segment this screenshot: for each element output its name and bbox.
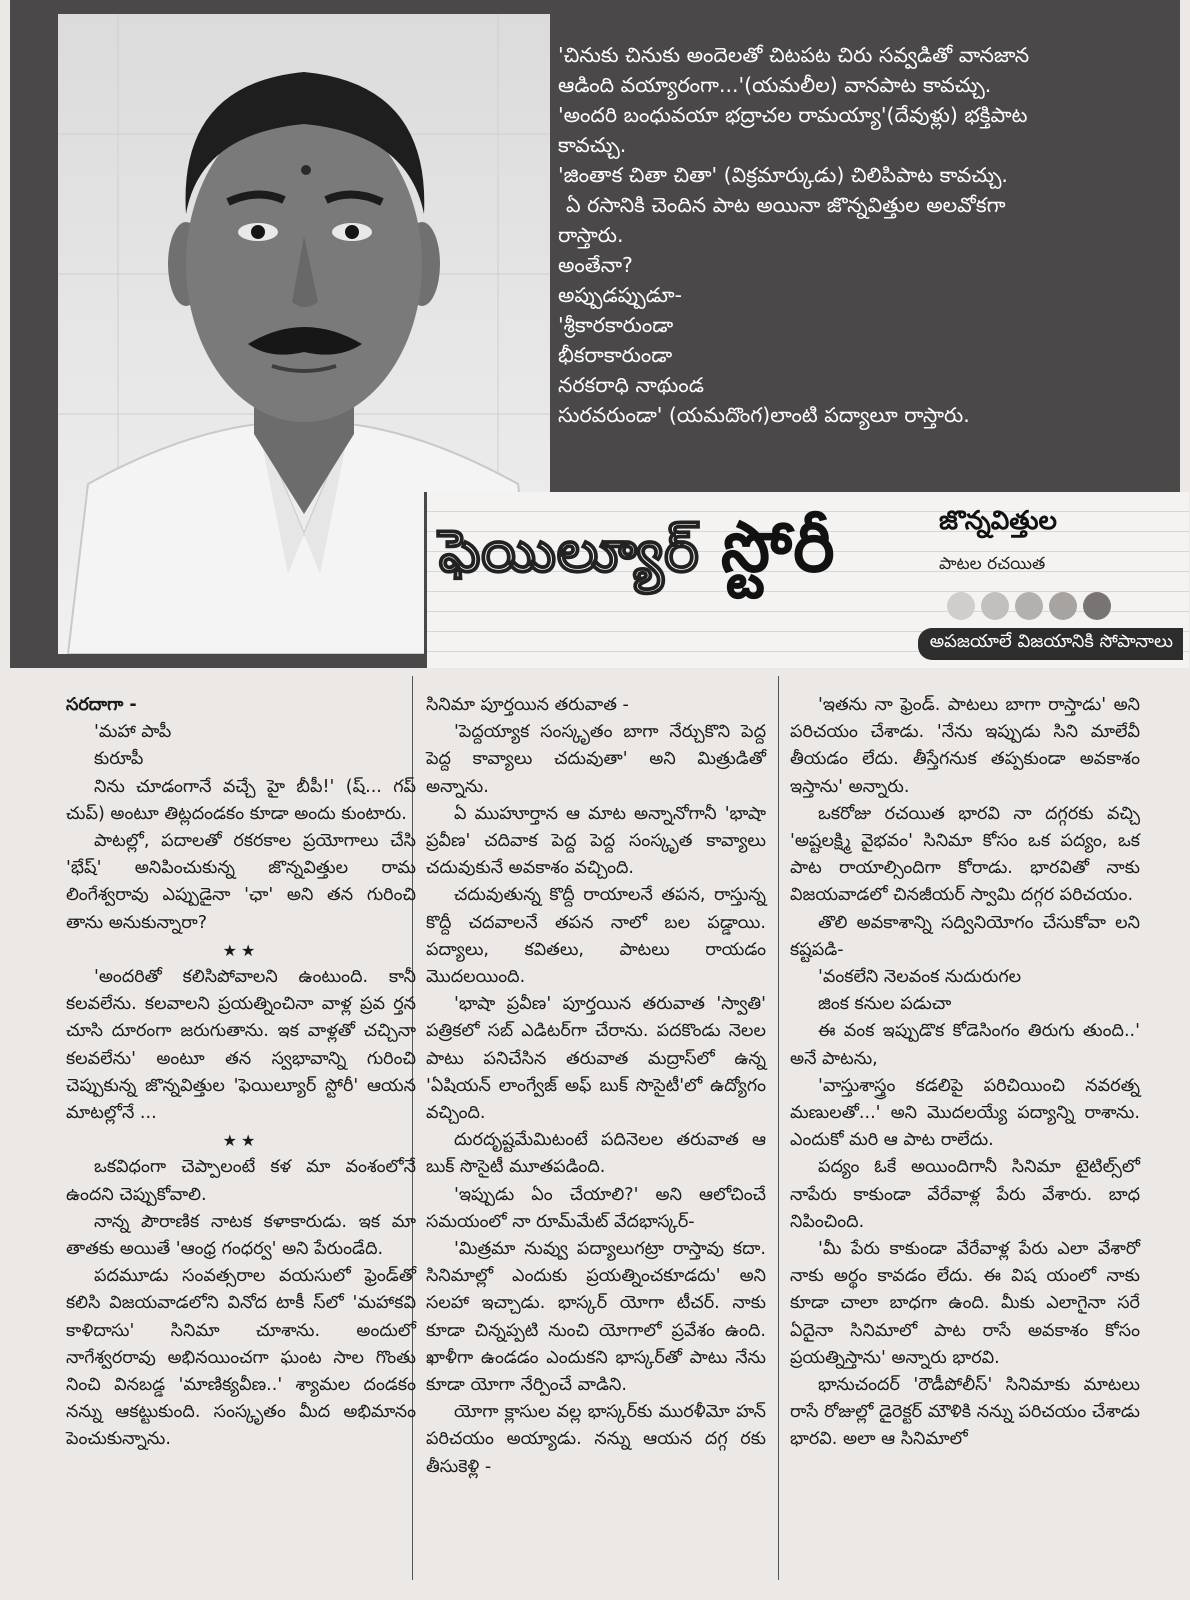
- article-title: [439, 506, 836, 605]
- title-part1: ఫెయిల్యూర్: [439, 517, 721, 585]
- article-column-3: [790, 692, 1140, 1454]
- byline-name: జొన్నవిత్తుల: [939, 506, 1057, 536]
- lyric-line: భీకరాకారుండా: [558, 343, 673, 367]
- paragraph: సరదాగా -: [66, 695, 137, 715]
- paragraph: పద్యం ఓకే అయిందిగానీ సినిమా టైటిల్స్‌లో నాపేరు కాకుండా వేరేవాళ్ల పేరు వేశారు. బాధ నిపించింది.: [790, 1157, 1140, 1232]
- section-separator: ★★: [222, 1131, 260, 1151]
- paragraph: ఒకవిధంగా చెప్పాలంటే కళ మా వంశంలోనే ఉందని చెప్పుకోవాలి.: [66, 1157, 416, 1205]
- article-column-1: [66, 692, 416, 1454]
- paragraph: తొలి అవకాశాన్ని సద్వినియోగం చేసుకోవా లని కష్టపడి-: [790, 912, 1140, 960]
- paragraph: పాటల్లో, పదాలతో రకరకాల ప్రయోగాలు చేసి 'భేష్' అనిపించుకున్న జొన్నవిత్తుల రామ లింగేశ్వరావు ఎప్పుడైనా 'ఛా' అని తన గురించి తాను అనుకున్నారా?: [66, 831, 416, 933]
- paragraph: నిను చూడంగానే వచ్చే హై బీపీ!' (ష్... గప్ చుప్) అంటూ తిట్లదండకం కూడా అందు కుంటారు.: [66, 776, 416, 824]
- paragraph: పదమూడు సంవత్సరాల వయసులో ఫ్రెండ్‌తో కలిసి విజయవాడలోని వినోద టాకీ స్‌లో 'మహాకవి కాళిదాసు' సినిమా చూశాను. అందులో నాగేశ్వరరావు అభినయించగా ఘంట సాల గొంతు నించి వినబడ్డ 'మాణిక్యవీణ..' శ్యామల దండకం నన్ను ఆకట్టుకుంది. సంస్కృతం మీద అభిమానం పెంచుకున్నాను.: [66, 1266, 416, 1450]
- paragraph: జింక కనుల పడుచా: [818, 994, 952, 1015]
- dot-icon: [1015, 592, 1043, 620]
- paragraph: భానుచందర్ 'రౌడీపోలీస్' సినిమాకు మాటలు రాసే రోజుల్లో డైరెక్టర్ మౌళికి నన్ను పరిచయం చేశాడు భారవి. అలా ఆ సినిమాలో: [790, 1375, 1140, 1450]
- paragraph: 'ఇతను నా ఫ్రెండ్. పాటలు బాగా రాస్తాడు' అని పరిచయం చేశాడు. 'నేను ఇప్పుడు సిని మాలేవీ తీయడం లేదు. తీస్తేగనుక తప్పకుండా అవకాశం ఇస్తాను' అన్నారు.: [790, 695, 1140, 797]
- paragraph: నాన్న పౌరాణిక నాటక కళాకారుడు. ఇక మా తాతకు అయితే 'ఆంధ్ర గంధర్వ' అని పేరుండేది.: [66, 1211, 416, 1260]
- lyric-line: సురవరుండా' (యమదొంగ)లాంటి పద్యాలూ రాస్తారు.: [558, 403, 970, 427]
- paragraph: 'మీ పేరు కాకుండా వేరేవాళ్ల పేరు ఎలా వేశారో నాకు అర్థం కావడం లేదు. ఈ విష యంలో నాకు కూడా చాలా బాధగా ఉంది. మీకు ఎలాగైనా సరే ఏదైనా సినిమాలో పాట రాసే అవకాశం కోసం ప్రయత్నిస్తాను' అన్నారు భారవి.: [790, 1239, 1140, 1368]
- column-divider: [778, 676, 779, 1580]
- dot-icon: [1083, 592, 1111, 620]
- lyric-line: అంతేనా?: [558, 253, 633, 277]
- dot-icon: [947, 592, 975, 620]
- paragraph: 'వంకలేని నెలవంక నుదురుగల: [818, 967, 1022, 988]
- lyric-line: కావచ్చు.: [558, 133, 627, 157]
- paragraph: సినిమా పూర్తయిన తరువాత -: [426, 695, 629, 715]
- article-column-2: [426, 692, 766, 1481]
- paragraph: 'అందరితో కలిసిపోవాలని ఉంటుంది. కానీ కలవలేను. కలవాలని ప్రయత్నించినా వాళ్ల ప్రవ ర్తన చూసి దూరంగా జరుగుతాను. ఇక వాళ్లతో చచ్చినా కలవలేను' అంటూ తన స్వభావాన్ని గురించి చెప్పుకున్న జొన్నవిత్తుల 'ఫెయిల్యూర్ స్టోరీ' ఆయన మాటల్లోనే ...: [66, 967, 416, 1124]
- paragraph: 'మిత్రమా నువ్వు పద్యాలుగట్రా రాస్తావు కదా. సినిమాల్లో ఎందుకు ప్రయత్నించకూడదు' అని సలహా ఇచ్చాడు. భాస్కర్ యోగా టీచర్. నాకు కూడా చిన్నప్పటి నుంచి యోగాలో ప్రవేశం ఉంది. ఖాళీగా ఉండడం ఎందుకని భాస్కర్‌తో పాటు నేను కూడా యోగా నేర్పించే వాడిని.: [426, 1239, 766, 1396]
- lyric-line: రాస్తారు.: [558, 223, 624, 247]
- paragraph: 'మహా పాపీ: [94, 722, 172, 743]
- lyric-line: 'జింతాక చితా చితా' (విక్రమార్కుడు) చిలిపిపాట కావచ్చు.: [558, 163, 1008, 187]
- paragraph: ఒకరోజు రచయిత భారవి నా దగ్గరకు వచ్చి 'అష్టలక్ష్మి వైభవం' సినిమా కోసం ఒక పద్యం, ఒక పాట రాయాల్సిందిగా కోరాడు. భారవితో నాకు విజయవాడలో చినజీయర్ స్వామి దగ్గర పరిచయం.: [790, 803, 1140, 906]
- paragraph: చదువుతున్న కొద్దీ రాయాలనే తపన, రాస్తున్న కొద్దీ చదవాలనే తపన నాలో బల పడ్డాయి. పద్యాలు, కవితలు, పాటలు రాయడం మొదలయింది.: [426, 885, 766, 988]
- paragraph: ఏ ముహూర్తాన ఆ మాట అన్నానోగానీ 'భాషా ప్రవీణ' చదివాక పెద్ద పెద్ద సంస్కృత కావ్యాలు చదువుకునే అవకాశం వచ్చింది.: [426, 803, 766, 879]
- dot-icon: [1049, 592, 1077, 620]
- paragraph: ఈ వంక ఇప్పుడొక కోడెసింగం తిరుగు తుంది..' అనే పాటను,: [790, 1021, 1140, 1069]
- paragraph: యోగా క్లాసుల వల్ల భాస్కర్‌కు మురళీమో హన్ పరిచయం అయ్యాడు. నన్ను ఆయన దగ్గ రకు తీసుకెళ్లి -: [426, 1402, 766, 1477]
- dot-icon: [981, 592, 1009, 620]
- section-separator: ★★: [222, 940, 260, 960]
- paragraph: 'ఇప్పుడు ఏం చేయాలి?' అని ఆలోచించే సమయంలో నా రూమ్‌మేట్ వేదభాస్కర్-: [426, 1184, 766, 1232]
- paragraph: 'వాస్తుశాస్త్రం కడలిపై పరిచియించి నవరత్న మణులతో...' అని మొదలయ్యే పద్యాన్ని రాశాను. ఎందుకో మరి ఆ పాట రాలేదు.: [790, 1075, 1140, 1151]
- title-part2: స్టోరీ: [720, 506, 836, 588]
- lyric-line: 'అందరి బంధువయా భద్రాచల రామయ్యా'(దేవుళ్లు) భక్తిపాట: [558, 103, 1028, 127]
- header-band: [10, 0, 1180, 668]
- title-block: [424, 492, 1189, 668]
- lyric-line: ఆడింది వయ్యారంగా...'(యమలీల) వానపాట కావచ్చు.: [558, 73, 992, 97]
- lyric-line: అప్పుడప్పుడూ-: [558, 283, 683, 307]
- lyric-line: 'శ్రీకారకారుండా: [558, 313, 674, 337]
- lyric-line: నరకరాధి నాథుండ: [558, 373, 704, 397]
- lyric-line: 'చినుకు చినుకు అందెలతో చిటపట చిరు సవ్వడితో వానజాన: [558, 43, 1030, 67]
- decorative-dots: [947, 592, 1117, 624]
- lyrics-intro: [558, 40, 1178, 430]
- paragraph: 'పెద్దయ్యాక సంస్కృతం బాగా నేర్చుకొని పెద్ద పెద్ద కావ్యాలు చదువుతా' అని మిత్రుడితో అన్నాను.: [426, 722, 766, 797]
- paragraph: 'భాషా ప్రవీణ' పూర్తయిన తరువాత 'స్వాతి' పత్రికలో సబ్ ఎడిటర్‌గా చేరాను. పదకొండు నెలల పాటు పనిచేసిన తరువాత మద్రాస్‌లో ఉన్న 'ఏషియన్ లాంగ్వేజ్ అఫ్ బుక్ సొసైటీ'లో ఉద్యోగం వచ్చింది.: [426, 994, 766, 1124]
- byline-role: పాటల రచయిత: [939, 554, 1046, 574]
- lyric-line: ఏ రసానికి చెందిన పాట అయినా జొన్నవిత్తుల అలవోకగా: [566, 193, 1006, 217]
- paragraph: కురూపీ: [94, 749, 144, 770]
- tagline: అపజయాలే విజయానికి సోపానాలు: [918, 628, 1183, 660]
- paragraph: దురదృష్టమేమిటంటే పదినెలల తరువాత ఆ బుక్ సొసైటీ మూతపడింది.: [426, 1130, 766, 1178]
